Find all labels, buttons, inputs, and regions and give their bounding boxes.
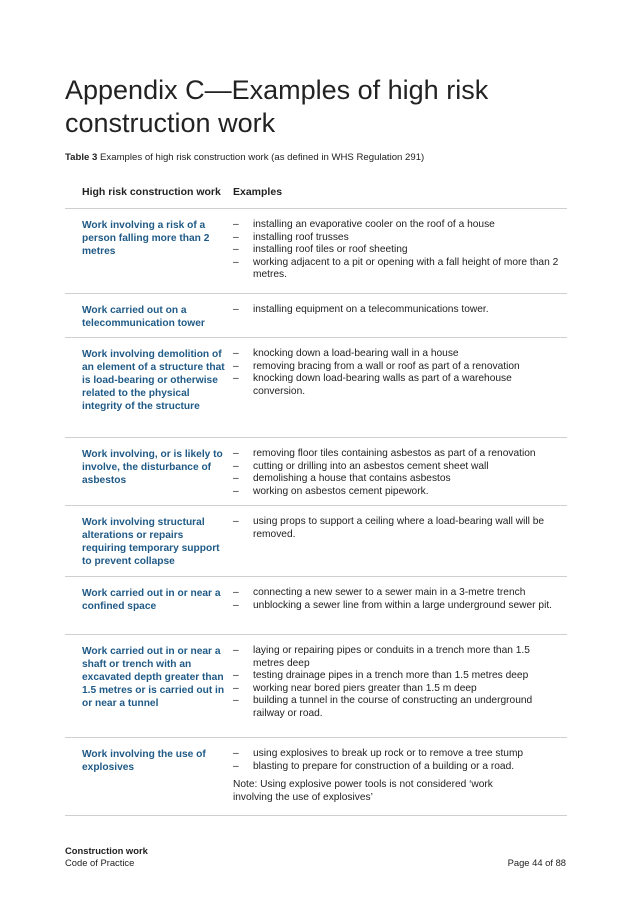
- list-item: – testing drainage pipes in a trench more than 1.5 metres deep: [233, 670, 563, 683]
- row-category: Work involving, or is likely to involve, the disturbance of asbestos: [82, 449, 223, 486]
- table-row: [65, 738, 567, 816]
- row-examples: [233, 219, 563, 282]
- row-category: Work involving demolition of an element of a structure that is load-bearing or otherwise related to the physical integrity of the structure: [82, 349, 225, 412]
- list-item: – unblocking a sewer line from within a large underground sewer pit.: [233, 600, 563, 613]
- row-category: Work involving a risk of a person falling more than 2 metres: [82, 220, 210, 257]
- row-category: Work carried out in or near a shaft or trench with an excavated depth greater than 1.5 metres or is carried out in or near a tunnel: [82, 646, 225, 709]
- list-item: – connecting a new sewer to a sewer main in a 3-metre trench: [233, 587, 563, 600]
- row-examples: [233, 516, 563, 541]
- list-item: – knocking down load-bearing walls as part of a warehouse conversion.: [233, 373, 563, 398]
- row-category: Work carried out on a telecommunication tower: [82, 305, 205, 329]
- list-item: – removing floor tiles containing asbestos as part of a renovation: [233, 448, 563, 461]
- table-row: [65, 294, 567, 338]
- row-category: Work involving the use of explosives: [82, 749, 206, 773]
- row-category: Work involving structural alterations or repairs requiring temporary support to prevent collapse: [82, 517, 220, 567]
- explosives-note: Note: Using explosive power tools is not considered ‘work involving the use of explosives’: [233, 779, 493, 803]
- table-row: [65, 506, 567, 577]
- row-examples: [233, 587, 563, 612]
- footer-subtitle: Code of Practice: [65, 857, 135, 868]
- footer-title: Construction work: [65, 845, 148, 856]
- table-caption: [65, 152, 424, 163]
- table-row: [65, 635, 567, 738]
- list-item: – knocking down a load-bearing wall in a house: [233, 348, 563, 361]
- list-item: – demolishing a house that contains asbestos: [233, 473, 563, 486]
- row-examples: [233, 748, 563, 804]
- list-item: – working adjacent to a pit or opening with a fall height of more than 2 metres.: [233, 257, 563, 282]
- list-item: – installing equipment on a telecommunications tower.: [233, 304, 563, 317]
- list-item: – using explosives to break up rock or to remove a tree stump: [233, 748, 563, 761]
- list-item: – working near bored piers greater than 1.5 m deep: [233, 683, 563, 696]
- high-risk-work-table: [65, 176, 567, 816]
- list-item: – using props to support a ceiling where a load-bearing wall will be removed.: [233, 516, 563, 541]
- table-header: [65, 176, 567, 209]
- list-item: – installing an evaporative cooler on the roof of a house: [233, 219, 563, 232]
- table-row: [65, 438, 567, 506]
- row-examples: [233, 304, 563, 317]
- page-number: Page 44 of 88: [507, 857, 566, 868]
- table-row: [65, 209, 567, 294]
- list-item: – installing roof tiles or roof sheeting: [233, 244, 563, 257]
- list-item: – installing roof trusses: [233, 232, 563, 245]
- list-item: – removing bracing from a wall or roof as part of a renovation: [233, 361, 563, 374]
- page-title: Appendix C—Examples of high risk construction work: [65, 75, 489, 138]
- row-examples: [233, 448, 563, 498]
- row-category: Work carried out in or near a confined space: [82, 588, 221, 612]
- column-header-work: High risk construction work: [82, 186, 221, 198]
- list-item: – working on asbestos cement pipework.: [233, 486, 563, 499]
- list-item: – laying or repairing pipes or conduits in a trench more than 1.5 metres deep: [233, 645, 563, 670]
- column-header-examples: Examples: [233, 186, 283, 198]
- list-item: – cutting or drilling into an asbestos cement sheet wall: [233, 461, 563, 474]
- table-caption-label: Table 3: [65, 152, 98, 163]
- table-row: [65, 338, 567, 438]
- list-item: – building a tunnel in the course of constructing an underground railway or road.: [233, 695, 563, 720]
- table-row: [65, 577, 567, 635]
- row-examples: [233, 645, 563, 721]
- table-caption-text: Examples of high risk construction work (as defined in WHS Regulation 291): [100, 152, 425, 163]
- row-examples: [233, 348, 563, 398]
- list-item: – blasting to prepare for construction of a building or a road.: [233, 761, 563, 774]
